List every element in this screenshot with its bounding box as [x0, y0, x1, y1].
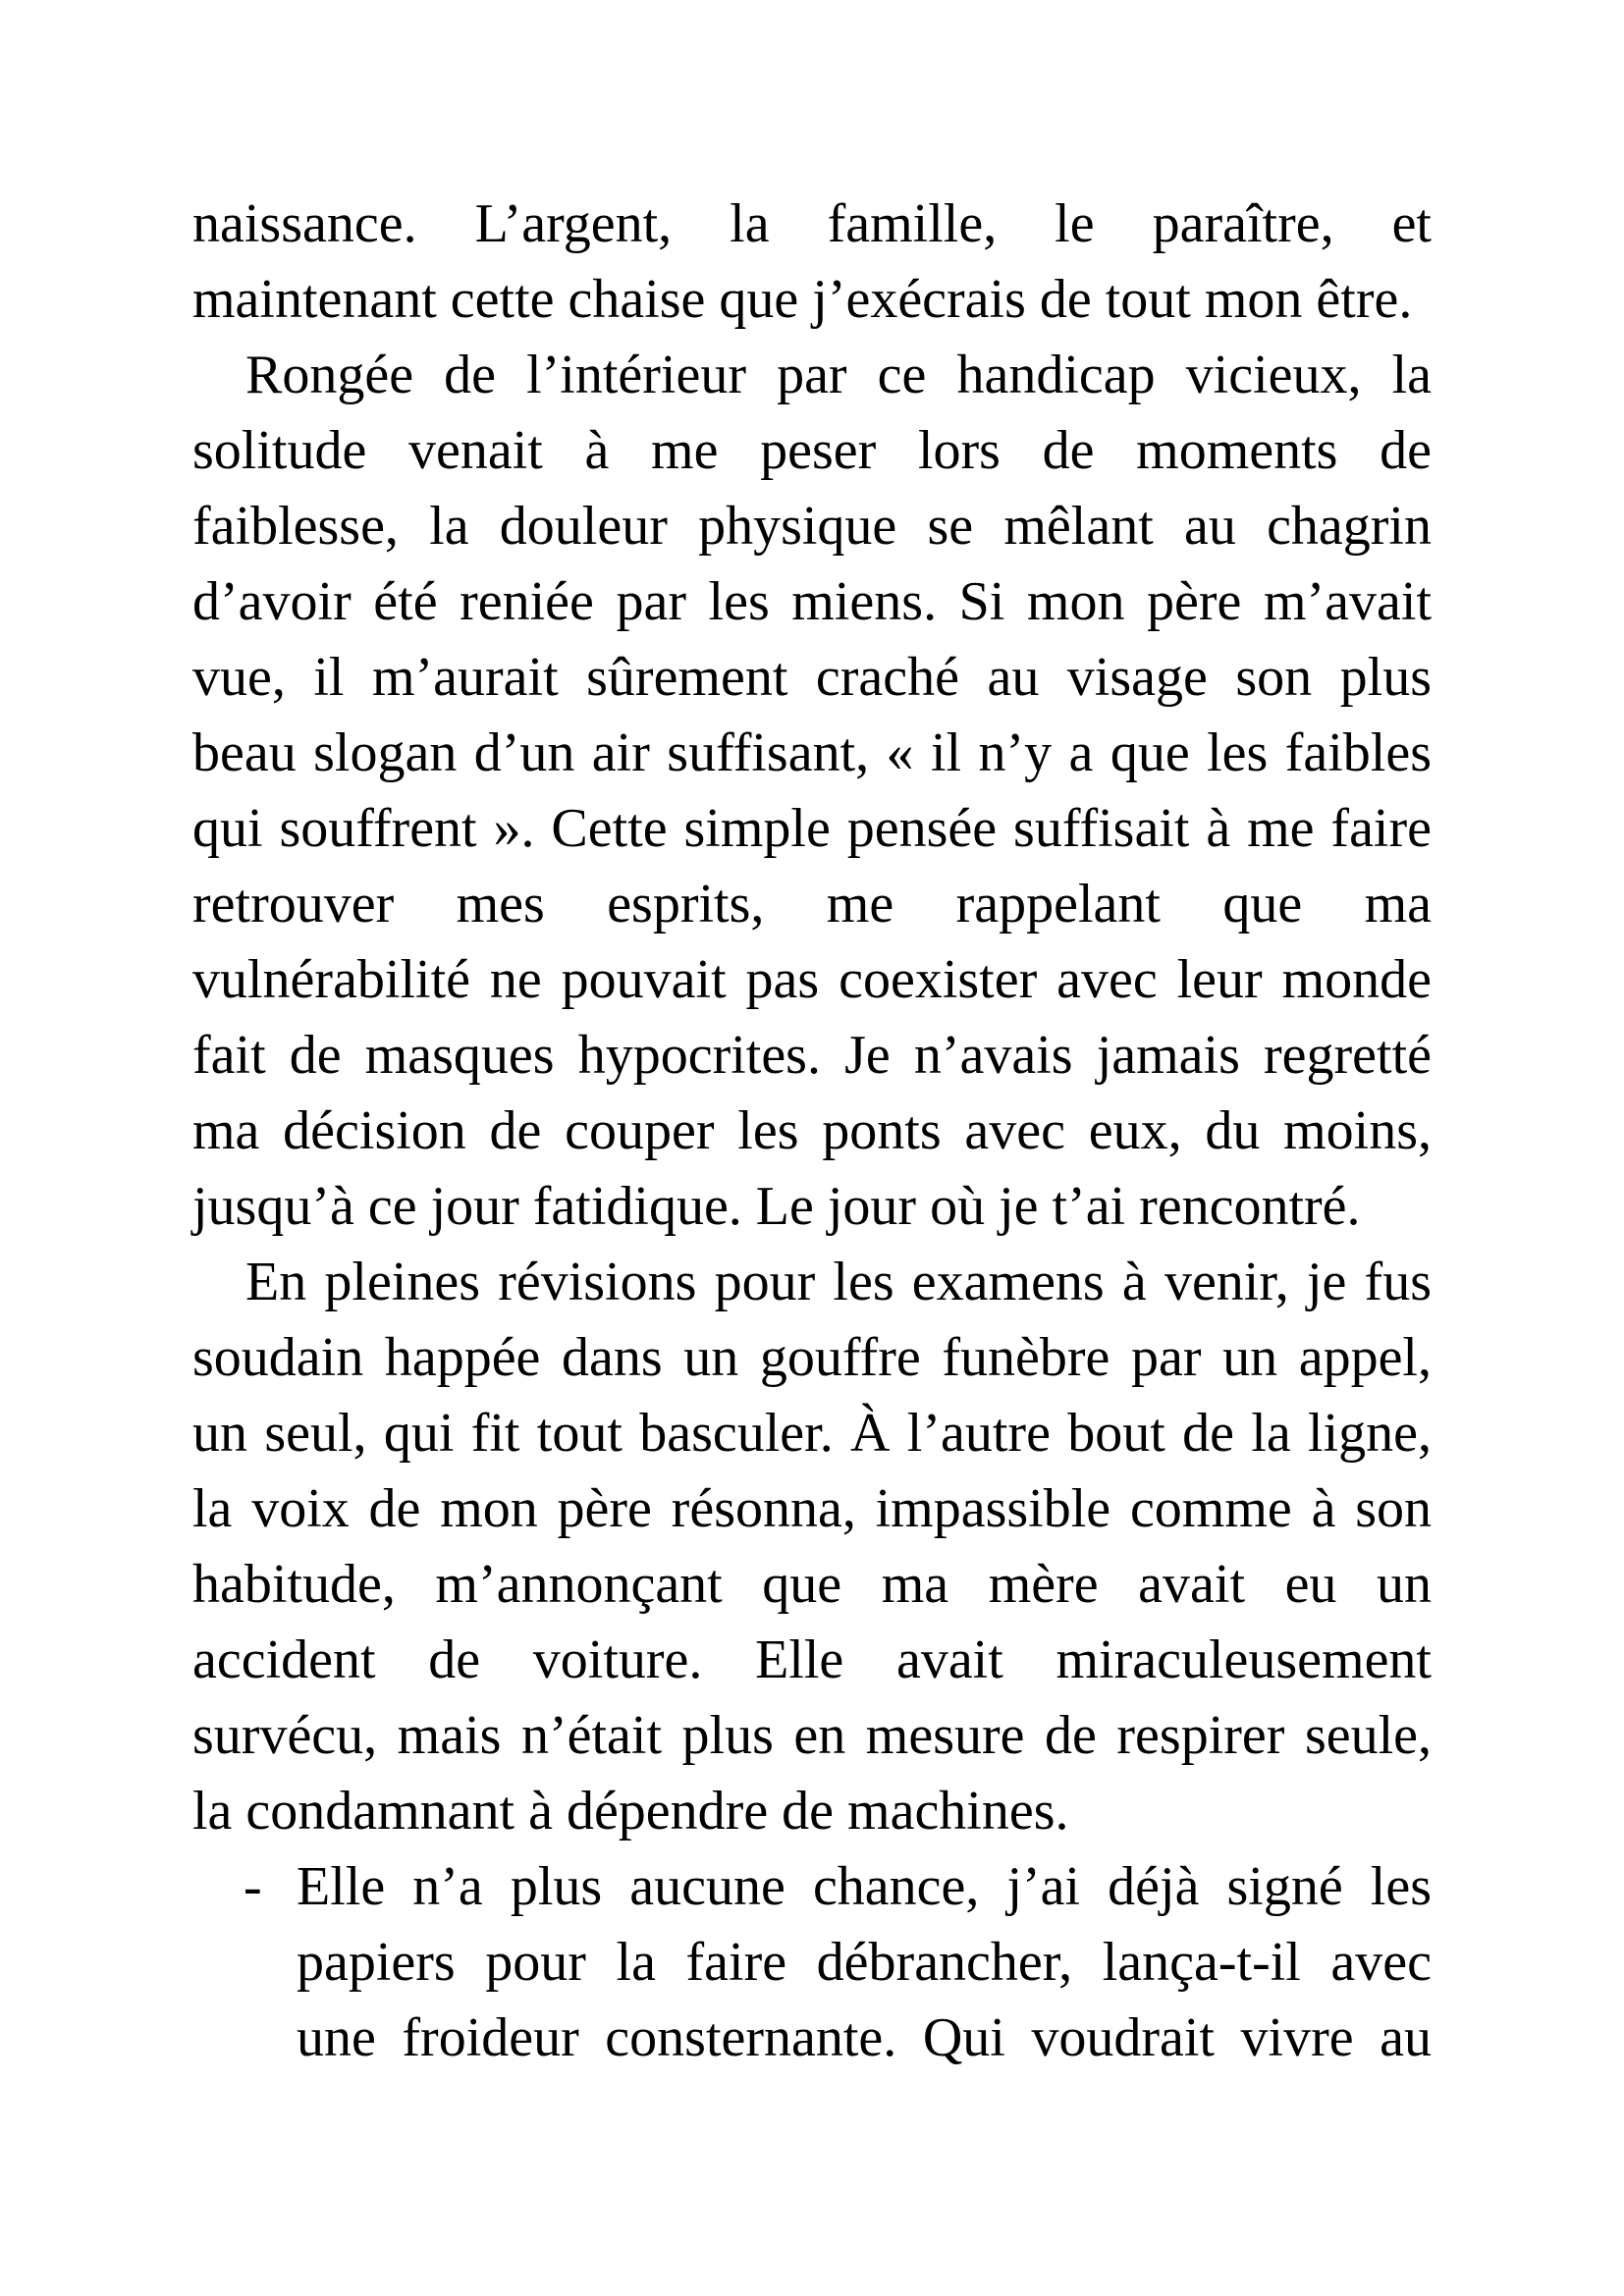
text-line — [192, 564, 1432, 640]
text-line-content: maintenant cette chaise que j’exécrais de tout mon être. — [192, 269, 1413, 330]
text-line — [192, 413, 1432, 489]
text-line-content: fait de masques hypocrites. Je n’avais jamais regretté — [192, 1025, 1432, 1086]
text-line — [192, 1094, 1432, 1169]
text-line — [192, 187, 1432, 262]
text-line — [192, 1547, 1432, 1623]
paragraph — [192, 1245, 1432, 1849]
text-line — [192, 1396, 1432, 1471]
text-line — [192, 942, 1432, 1018]
dialogue-dash: - — [244, 1856, 262, 1917]
text-line — [192, 1320, 1432, 1396]
text-line-content: vue, il m’aurait sûrement craché au visage son plus — [192, 647, 1432, 708]
text-line-content: naissance. L’argent, la famille, le paraître, et — [192, 193, 1432, 254]
text-line-content: la condamnant à dépendre de machines. — [192, 1781, 1069, 1842]
text-line — [192, 1774, 1432, 1849]
text-line — [192, 1623, 1432, 1698]
text-line — [192, 1169, 1432, 1245]
text-line-content: soudain happée dans un gouffre funèbre par un appel, — [192, 1327, 1432, 1388]
text-line-content: habitude, m’annonçant que ma mère avait eu un — [192, 1554, 1432, 1615]
text-line-content: la voix de mon père résonna, impassible comme à son — [192, 1478, 1432, 1539]
text-line-content: vulnérabilité ne pouvait pas coexister avec leur monde — [192, 949, 1432, 1010]
text-line-content: Elle n’a plus aucune chance, j’ai déjà signé les — [297, 1856, 1432, 1917]
text-line — [244, 1849, 1432, 1925]
text-line — [192, 489, 1432, 564]
text-line-content: beau slogan d’un air suffisant, « il n’y a que les faibles — [192, 722, 1432, 783]
text-line-content: retrouver mes esprits, me rappelant que ma — [192, 874, 1432, 934]
text-line — [192, 716, 1432, 791]
text-line-content: qui souffrent ». Cette simple pensée suffisait à me faire — [192, 798, 1432, 859]
paragraph — [192, 338, 1432, 1245]
text-line-content: En pleines révisions pour les examens à venir, je fus — [245, 1252, 1432, 1312]
paragraph — [192, 1849, 1432, 2076]
text-line — [192, 1245, 1432, 1320]
text-line — [297, 1925, 1432, 2001]
text-line — [297, 2001, 1432, 2076]
text-line — [192, 867, 1432, 942]
text-line — [192, 791, 1432, 867]
text-line — [192, 262, 1432, 338]
text-line-content: d’avoir été reniée par les miens. Si mon père m’avait — [192, 571, 1432, 632]
text-line-content: solitude venait à me peser lors de moments de — [192, 420, 1432, 481]
text-line — [192, 1698, 1432, 1774]
text-line-content: ma décision de couper les ponts avec eux, du moins, — [192, 1100, 1432, 1161]
text-line-content: un seul, qui fit tout basculer. À l’autre bout de la ligne, — [192, 1403, 1432, 1464]
text-line-content: accident de voiture. Elle avait miraculeusement — [192, 1629, 1432, 1690]
text-line-content: Rongée de l’intérieur par ce handicap vicieux, la — [245, 345, 1432, 405]
text-line — [192, 1471, 1432, 1547]
paragraph — [192, 187, 1432, 338]
page-text-block — [192, 187, 1432, 2076]
text-line-content: papiers pour la faire débrancher, lança-t-il avec — [297, 1932, 1432, 1993]
text-line-content: jusqu’à ce jour fatidique. Le jour où je t’ai rencontré. — [192, 1176, 1361, 1237]
text-line-content: une froideur consternante. Qui voudrait vivre au — [297, 2007, 1432, 2068]
text-line-content: faiblesse, la douleur physique se mêlant au chagrin — [192, 496, 1432, 557]
text-line — [192, 1018, 1432, 1094]
text-line — [192, 640, 1432, 716]
text-line — [192, 338, 1432, 413]
text-line-content: survécu, mais n’était plus en mesure de respirer seule, — [192, 1705, 1432, 1766]
